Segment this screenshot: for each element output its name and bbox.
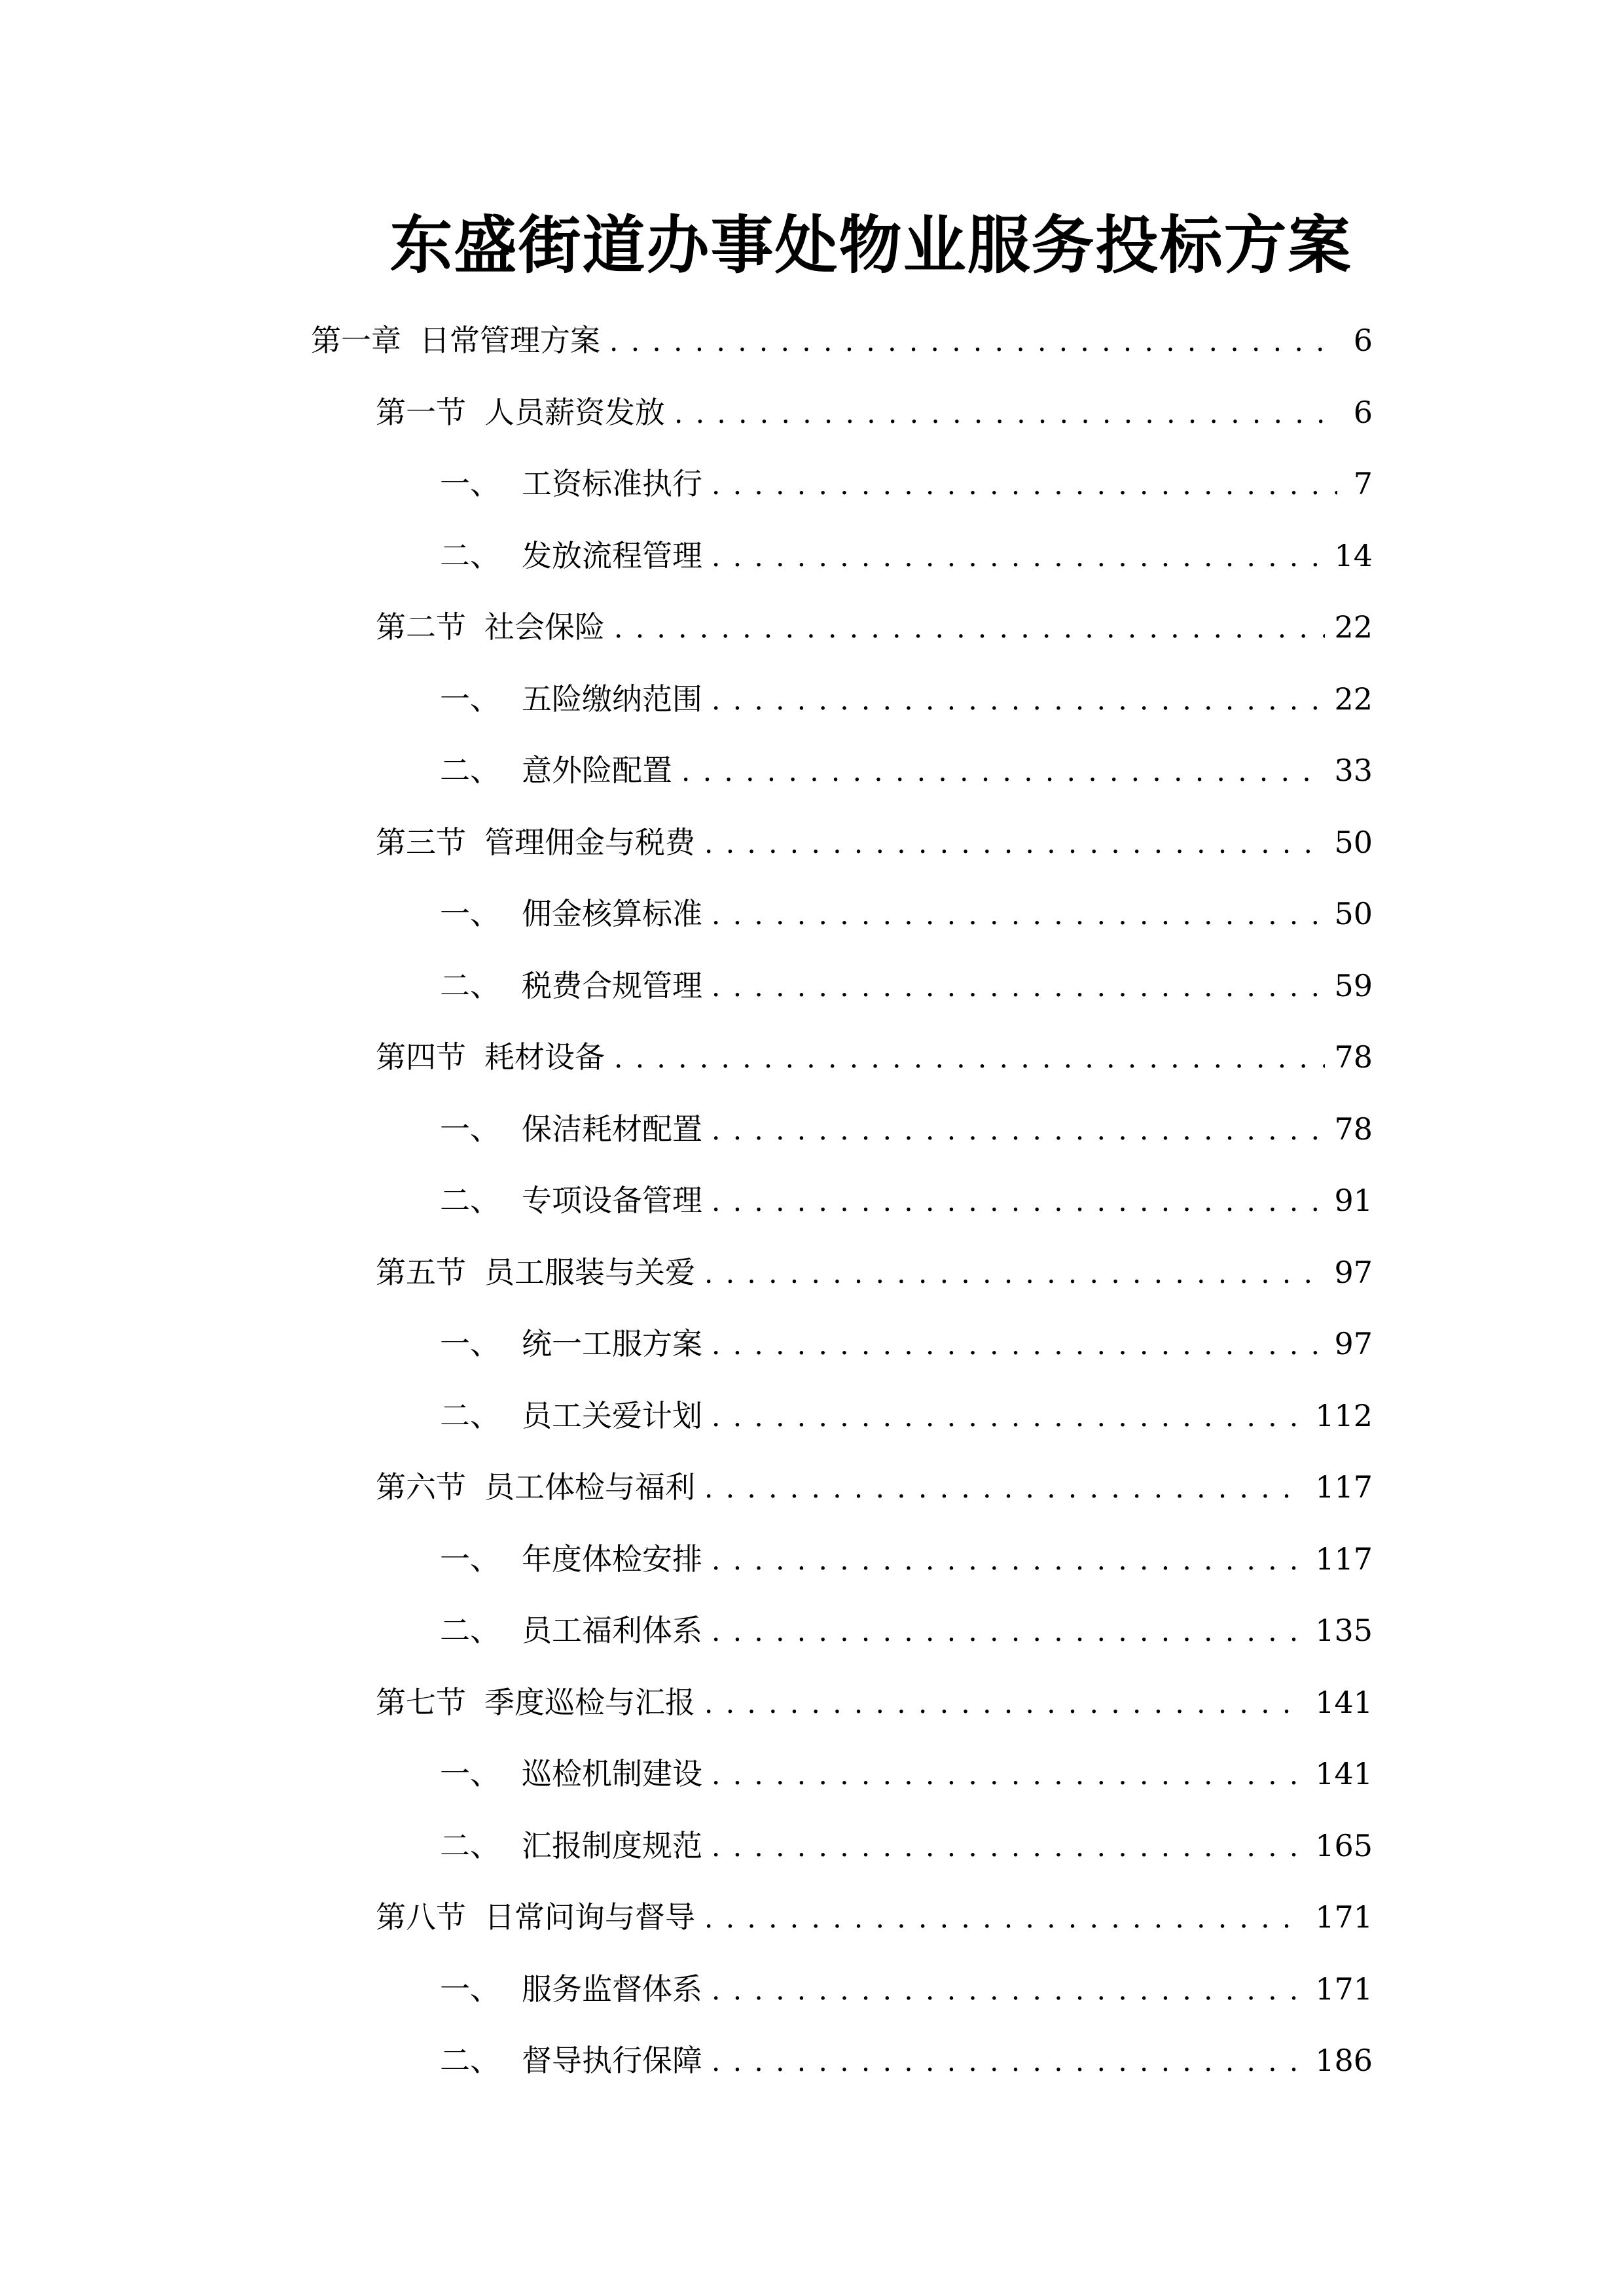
toc-dot-leader — [674, 386, 1337, 439]
toc-dot-leader — [614, 601, 1325, 653]
toc-dot-leader — [614, 1031, 1325, 1083]
toc-dot-leader — [712, 1318, 1325, 1370]
toc-entry-title: 佣金核算标准 — [522, 896, 702, 931]
toc-page-number: 117 — [1315, 1541, 1373, 1577]
toc-entry-number: 二、 — [440, 753, 500, 788]
toc-page-number: 78 — [1334, 1111, 1373, 1147]
toc-dot-leader — [712, 1174, 1325, 1227]
toc-dot-leader — [712, 1963, 1306, 2015]
toc-entry-number: 第一章 — [311, 323, 401, 358]
toc-entry[interactable] — [440, 960, 1373, 1012]
toc-entry-number: 一、 — [440, 1541, 500, 1577]
toc-entry-number: 二、 — [440, 1397, 500, 1433]
toc-dot-leader — [712, 673, 1325, 725]
toc-entry[interactable] — [440, 1103, 1373, 1155]
toc-entry[interactable] — [440, 1748, 1373, 1800]
toc-entry-title: 日常管理方案 — [420, 323, 600, 358]
toc-entry[interactable] — [376, 601, 1373, 653]
toc-entry-title: 统一工服方案 — [522, 1326, 702, 1361]
toc-entry[interactable] — [440, 1318, 1373, 1370]
toc-page-number: 33 — [1334, 753, 1373, 788]
toc-page-number: 50 — [1334, 824, 1373, 860]
toc-entry-title: 员工体检与福利 — [484, 1469, 695, 1505]
toc-entry-number: 二、 — [440, 1827, 500, 1863]
toc-dot-leader — [704, 1246, 1325, 1299]
toc-entry-number: 一、 — [440, 1756, 500, 1791]
toc-entry-number: 第七节 — [376, 1684, 466, 1720]
toc-entry-title: 保洁耗材配置 — [522, 1111, 702, 1147]
toc-entry[interactable] — [376, 1891, 1373, 1943]
toc-entry-number: 二、 — [440, 2043, 500, 2078]
toc-dot-leader — [712, 529, 1325, 582]
toc-entry-title: 巡检机制建设 — [522, 1756, 702, 1791]
toc-entry-title: 员工服装与关爱 — [484, 1254, 695, 1290]
toc-entry[interactable] — [440, 1820, 1373, 1872]
toc-entry-number: 第一节 — [376, 394, 466, 430]
toc-entry-number: 一、 — [440, 681, 500, 717]
toc-page-number: 22 — [1334, 609, 1373, 645]
toc-entry-title: 五险缴纳范围 — [522, 681, 702, 717]
toc-page-number: 6 — [1353, 323, 1373, 358]
toc-entry[interactable] — [440, 888, 1373, 940]
page-title: 东盛街道办事处物业服务投标方案 — [389, 208, 1352, 282]
toc-entry-number: 第三节 — [376, 824, 466, 860]
toc-entry-number: 二、 — [440, 967, 500, 1003]
toc-entry-title: 汇报制度规范 — [522, 1827, 702, 1863]
toc-entry[interactable] — [376, 386, 1373, 439]
toc-entry[interactable] — [440, 1174, 1373, 1227]
toc-entry-title: 服务监督体系 — [522, 1971, 702, 2007]
toc-page-number: 117 — [1315, 1469, 1373, 1505]
toc-entry-number: 二、 — [440, 1183, 500, 1218]
toc-entry-title: 社会保险 — [484, 609, 605, 645]
toc-entry[interactable] — [440, 2034, 1373, 2087]
toc-entry[interactable] — [440, 673, 1373, 725]
toc-entry[interactable] — [440, 1604, 1373, 1657]
toc-dot-leader — [712, 1533, 1306, 1585]
toc-page-number: 97 — [1334, 1326, 1373, 1361]
toc-page-number: 171 — [1315, 1971, 1373, 2007]
toc-entry-title: 耗材设备 — [484, 1039, 605, 1075]
toc-entry-number: 一、 — [440, 1326, 500, 1361]
toc-entry-title: 人员薪资发放 — [484, 394, 665, 430]
toc-entry[interactable] — [311, 314, 1373, 367]
toc-page-number: 97 — [1334, 1254, 1373, 1290]
toc-entry[interactable] — [440, 1963, 1373, 2015]
toc-entry-number: 第五节 — [376, 1254, 466, 1290]
toc-entry-title: 税费合规管理 — [522, 967, 702, 1003]
toc-page-number: 50 — [1334, 896, 1373, 931]
toc-page-number: 91 — [1334, 1183, 1373, 1218]
toc-entry[interactable] — [440, 1533, 1373, 1585]
toc-dot-leader — [704, 1676, 1306, 1729]
toc-page-number: 22 — [1334, 681, 1373, 717]
toc-dot-leader — [712, 1103, 1325, 1155]
toc-dot-leader — [681, 744, 1325, 797]
toc-dot-leader — [712, 457, 1337, 510]
toc-entry-title: 员工关爱计划 — [522, 1397, 702, 1433]
toc-entry-title: 工资标准执行 — [522, 466, 702, 501]
toc-entry-title: 督导执行保障 — [522, 2043, 702, 2078]
toc-dot-leader — [712, 2034, 1306, 2087]
toc-page-number: 171 — [1315, 1899, 1373, 1935]
toc-page-number: 186 — [1315, 2043, 1373, 2078]
toc-entry[interactable] — [440, 1390, 1373, 1442]
toc-entry-number: 第八节 — [376, 1899, 466, 1935]
toc-entry-number: 一、 — [440, 1971, 500, 2007]
toc-entry[interactable] — [440, 744, 1373, 797]
toc-page-number: 165 — [1315, 1827, 1373, 1863]
toc-entry-number: 第四节 — [376, 1039, 466, 1075]
toc-dot-leader — [712, 1604, 1306, 1657]
toc-dot-leader — [712, 1820, 1306, 1872]
toc-entry[interactable] — [376, 816, 1373, 869]
toc-entry-title: 发放流程管理 — [522, 537, 702, 573]
toc-dot-leader — [712, 888, 1325, 940]
toc-dot-leader — [712, 1748, 1306, 1800]
toc-entry-number: 二、 — [440, 1613, 500, 1648]
toc-entry[interactable] — [440, 529, 1373, 582]
toc-entry-title: 专项设备管理 — [522, 1183, 702, 1218]
toc-entry-title: 员工福利体系 — [522, 1613, 702, 1648]
toc-entry[interactable] — [376, 1461, 1373, 1513]
toc-page-number: 135 — [1315, 1613, 1373, 1648]
toc-entry[interactable] — [376, 1676, 1373, 1729]
toc-page-number: 78 — [1334, 1039, 1373, 1075]
toc-page-number: 112 — [1315, 1397, 1373, 1433]
toc-entry-title: 管理佣金与税费 — [484, 824, 695, 860]
toc-page-number: 141 — [1315, 1684, 1373, 1720]
toc-entry[interactable] — [376, 1031, 1373, 1083]
toc-entry-number: 二、 — [440, 537, 500, 573]
toc-dot-leader — [704, 1461, 1306, 1513]
toc-page-number: 141 — [1315, 1756, 1373, 1791]
toc-page-number: 6 — [1353, 394, 1373, 430]
toc-dot-leader — [704, 1891, 1306, 1943]
toc-dot-leader — [704, 816, 1325, 869]
toc-entry-title: 日常问询与督导 — [484, 1899, 695, 1935]
toc-entry[interactable] — [440, 457, 1373, 510]
toc-page-number: 59 — [1334, 967, 1373, 1003]
toc-dot-leader — [712, 960, 1325, 1012]
toc-entry-title: 年度体检安排 — [522, 1541, 702, 1577]
toc-dot-leader — [609, 314, 1337, 367]
toc-page-number: 7 — [1353, 466, 1373, 501]
toc-entry-number: 第六节 — [376, 1469, 466, 1505]
toc-entry-number: 一、 — [440, 1111, 500, 1147]
toc-entry-title: 季度巡检与汇报 — [484, 1684, 695, 1720]
toc-entry-number: 一、 — [440, 896, 500, 931]
toc-entry-title: 意外险配置 — [522, 753, 672, 788]
toc-entry-number: 一、 — [440, 466, 500, 501]
toc-entry[interactable] — [376, 1246, 1373, 1299]
toc-page-number: 14 — [1334, 537, 1373, 573]
toc-dot-leader — [712, 1390, 1306, 1442]
toc-entry-number: 第二节 — [376, 609, 466, 645]
